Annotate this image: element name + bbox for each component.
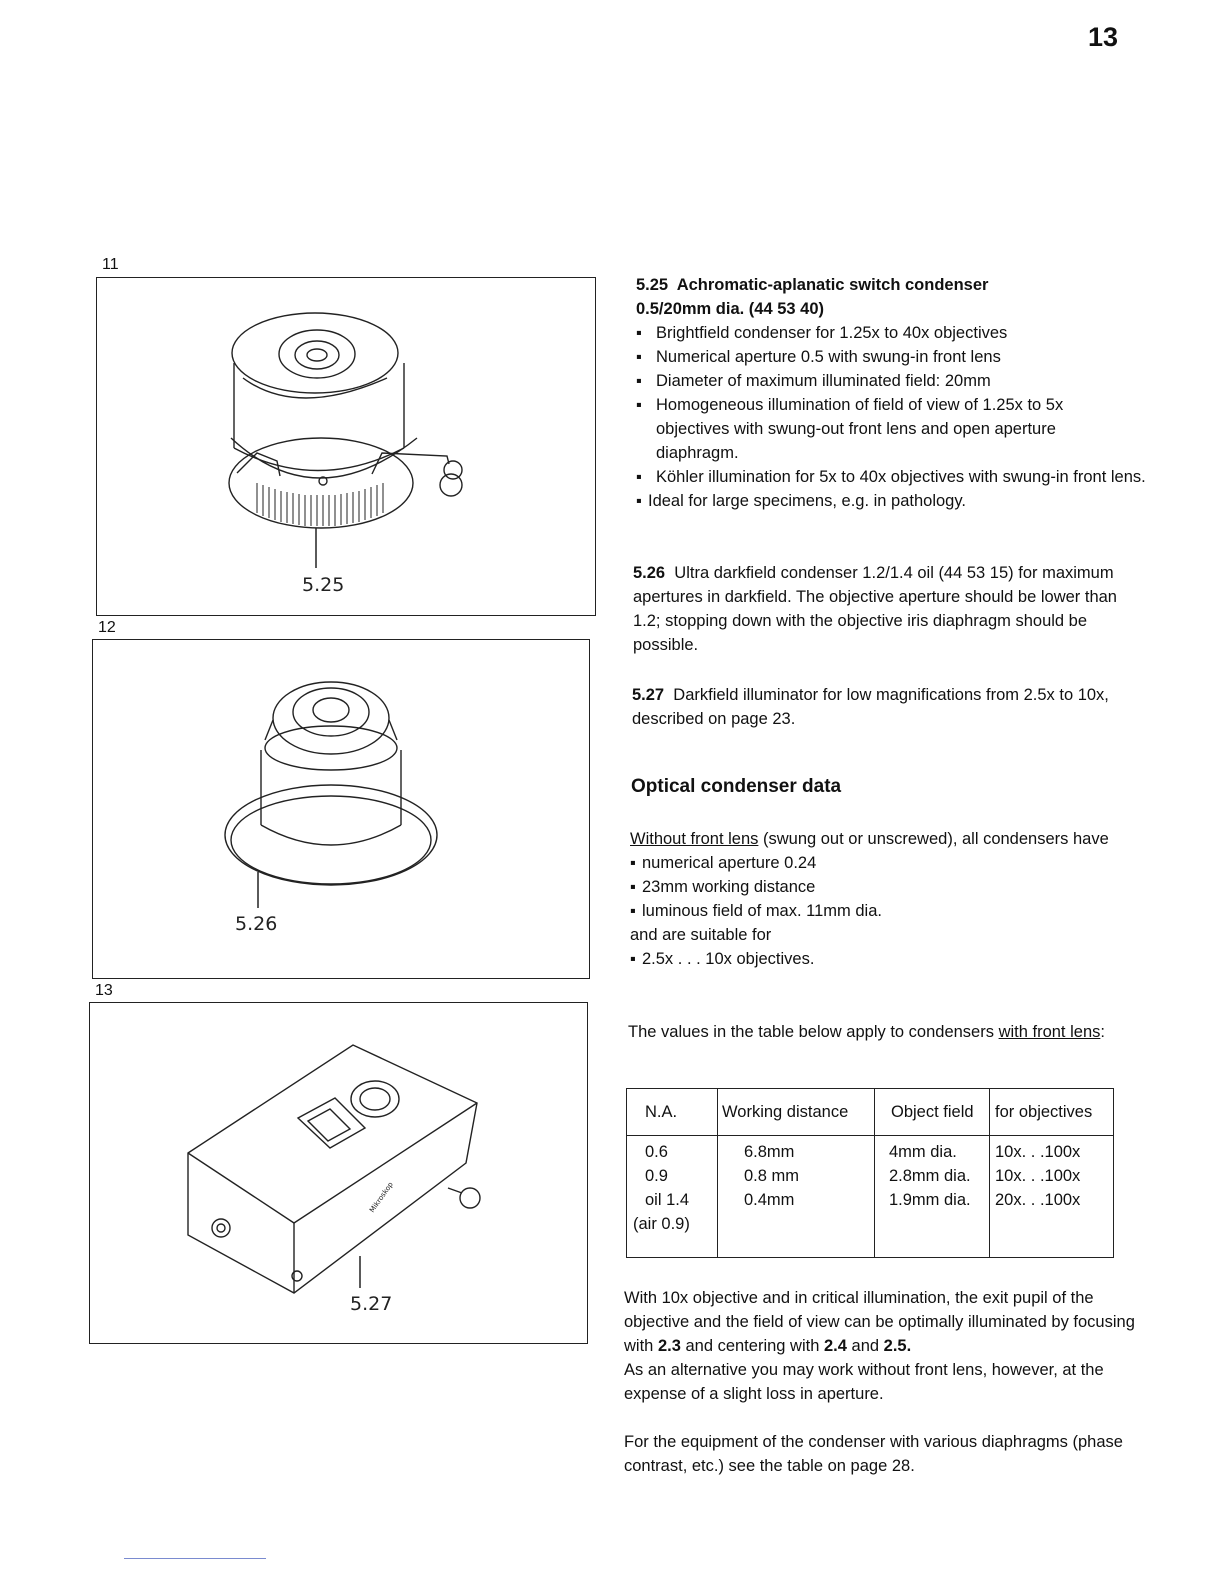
condenser-data-table (626, 1088, 1114, 1258)
device-text: Mikroskop (368, 1180, 395, 1215)
figure-11-frame (96, 277, 596, 616)
closing-paragraph-2: As an alternative you may work without front lens, however, at the expense of a slight loss in aperture. (624, 1361, 1104, 1403)
figure-13-frame (89, 1002, 588, 1344)
darkfield-illuminator-527-illustration (90, 1003, 587, 1343)
list-item: ▪ Köhler illumination for 5x to 40x objectives with swung-in front lens. (636, 468, 1146, 486)
table-header-row (627, 1089, 1114, 1136)
section-5-25-title: 5.25 Achromatic-aplanatic switch condenser (636, 276, 989, 294)
footer-rule (124, 1558, 266, 1559)
section-5-26-text: Ultra darkfield condenser 1.2/1.4 oil (44 53 15) for maximum apertures in darkfield. The objective aperture should be lower than 1.2; stopping down with the objective iris diaphragm should be possible. (633, 564, 1117, 654)
list-item: ▪ numerical aperture 0.24 (630, 854, 817, 872)
callout-5-27: 5.27 (350, 1293, 393, 1315)
section-5-26-number: 5.26 (633, 564, 666, 582)
table-intro: The values in the table below apply to condensers with front lens: (628, 1023, 1105, 1041)
list-item: ▪ Numerical aperture 0.5 with swung-in front lens (636, 348, 1001, 366)
page-number: 13 (1088, 22, 1119, 52)
condenser-525-illustration (97, 278, 595, 615)
closing-text (624, 1286, 1144, 1478)
optical-data-heading: Optical condenser data (631, 776, 842, 797)
section-5-26 (633, 561, 1143, 657)
optical-data-intro: Without front lens (swung out or unscrewed), all condensers have ▪ numerical aperture 0.24 ▪ 23mm working distance ▪ luminous field of max. 11mm dia. and are suitable for ▪ 2.5x . . . 10x objectives. (630, 827, 1130, 971)
section-5-25-number: 5.25 (636, 276, 669, 294)
callout-5-25: 5.25 (302, 574, 345, 596)
figure-12-frame (92, 639, 590, 979)
section-5-27 (632, 683, 1132, 731)
list-item: ▪ luminous field of max. 11mm dia. (630, 902, 882, 920)
list-item: ▪ Diameter of maximum illuminated field: 20mm (636, 372, 991, 390)
list-item: ▪ Ideal for large specimens, e.g. in pathology. (636, 492, 966, 510)
table-row: 0.6 0.9 oil 1.4 (air 0.9) 6.8mm 0.8 mm 0.4mm 4mm dia. 2.8mm dia. 1.9mm dia. 10x. . .100x 10x. . .100x 20x. . .100x (627, 1136, 1114, 1258)
column-header-na: N.A. (645, 1102, 678, 1121)
figure-13-label: 13 (95, 982, 113, 999)
list-item: ▪ 2.5x . . . 10x objectives. (630, 950, 815, 968)
list-item: ▪ Brightfield condenser for 1.25x to 40x objectives (636, 324, 1008, 342)
closing-paragraph-1: With 10x objective and in critical illumination, the exit pupil of the objective and the field of view can be optimally illuminated by focusing with 2.3 and centering with 2.4 and 2.5. (624, 1289, 1135, 1355)
section-5-27-number: 5.27 (632, 686, 665, 704)
list-item: ▪ Homogeneous illumination of field of view of 1.25x to 5x objectives with swung-out front lens and open aperture diaphragm. (636, 396, 1064, 462)
column-header-working-distance: Working distance (722, 1102, 849, 1121)
column-header-object-field: Object field (891, 1102, 974, 1121)
section-5-27-text: Darkfield illuminator for low magnifications from 2.5x to 10x, described on page 23. (632, 686, 1109, 728)
section-5-25 (636, 273, 1156, 513)
column-header-objectives: for objectives (995, 1102, 1093, 1121)
condenser-526-illustration (93, 640, 589, 978)
section-5-25-subtitle: 0.5/20mm dia. (44 53 40) (636, 300, 825, 318)
closing-paragraph-3: For the equipment of the condenser with various diaphragms (phase contrast, etc.) see the table on page 28. (624, 1433, 1123, 1475)
figure-11-label: 11 (102, 256, 119, 273)
list-item: ▪ 23mm working distance (630, 878, 816, 896)
figure-12-label: 12 (98, 619, 116, 636)
callout-5-26: 5.26 (235, 913, 278, 935)
